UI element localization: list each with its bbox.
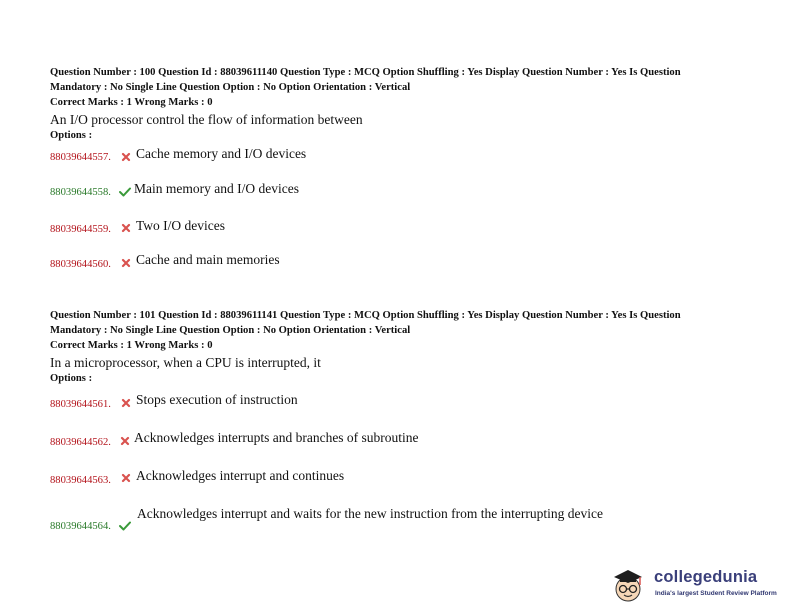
option-row <box>50 146 750 166</box>
options-label: Options : <box>50 373 93 384</box>
question-100 <box>50 65 750 143</box>
logo-tagline: India's largest Student Review Platform <box>655 590 777 597</box>
option-id: 88039644561. <box>50 399 111 410</box>
option-row <box>50 392 750 412</box>
option-id: 88039644558. <box>50 187 111 198</box>
logo-name: collegedunia <box>654 568 758 586</box>
question-text: An I/O processor control the flow of information between <box>50 112 363 127</box>
option-text: Stops execution of instruction <box>136 392 298 407</box>
collegedunia-logo <box>604 565 790 605</box>
cross-icon <box>121 152 131 162</box>
option-row <box>50 506 750 532</box>
option-text: Acknowledges interrupt and waits for the new instruction from the interrupting device <box>137 506 603 521</box>
cross-icon <box>121 473 131 483</box>
question-meta-line1: Question Number : 101 Question Id : 88039611141 Question Type : MCQ Option Shuffling : Yes Display Question Number : Yes Is Question <box>50 310 681 321</box>
option-text: Acknowledges interrupt and continues <box>136 468 345 483</box>
question-marks: Correct Marks : 1 Wrong Marks : 0 <box>50 340 213 351</box>
option-id: 88039644557. <box>50 152 111 163</box>
option-id: 88039644562. <box>50 437 111 448</box>
question-meta-line2: Mandatory : No Single Line Question Option : No Option Orientation : Vertical <box>50 82 411 93</box>
option-id: 88039644560. <box>50 259 111 270</box>
options-label: Options : <box>50 130 93 141</box>
graduate-mascot-icon <box>606 565 650 605</box>
option-row <box>50 430 750 450</box>
option-text: Cache memory and I/O devices <box>136 146 307 161</box>
option-text: Main memory and I/O devices <box>134 181 299 196</box>
cross-icon <box>120 436 130 446</box>
option-text: Two I/O devices <box>136 218 226 233</box>
option-row <box>50 468 750 488</box>
check-icon <box>119 187 131 197</box>
question-marks: Correct Marks : 1 Wrong Marks : 0 <box>50 97 213 108</box>
cross-icon <box>121 223 131 233</box>
question-meta-line2: Mandatory : No Single Line Question Option : No Option Orientation : Vertical <box>50 325 411 336</box>
option-id: 88039644564. <box>50 521 111 532</box>
question-text: In a microprocessor, when a CPU is interrupted, it <box>50 355 321 370</box>
cross-icon <box>121 258 131 268</box>
question-101 <box>50 308 750 386</box>
option-text: Cache and main memories <box>136 252 280 267</box>
cross-icon <box>121 398 131 408</box>
option-row <box>50 252 750 272</box>
option-row <box>50 218 750 238</box>
question-meta-line1: Question Number : 100 Question Id : 88039611140 Question Type : MCQ Option Shuffling : Yes Display Question Number : Yes Is Question <box>50 67 681 78</box>
check-icon <box>119 521 131 531</box>
option-id: 88039644559. <box>50 224 111 235</box>
option-text: Acknowledges interrupts and branches of subroutine <box>134 430 419 445</box>
option-row <box>50 181 750 201</box>
option-id: 88039644563. <box>50 475 111 486</box>
